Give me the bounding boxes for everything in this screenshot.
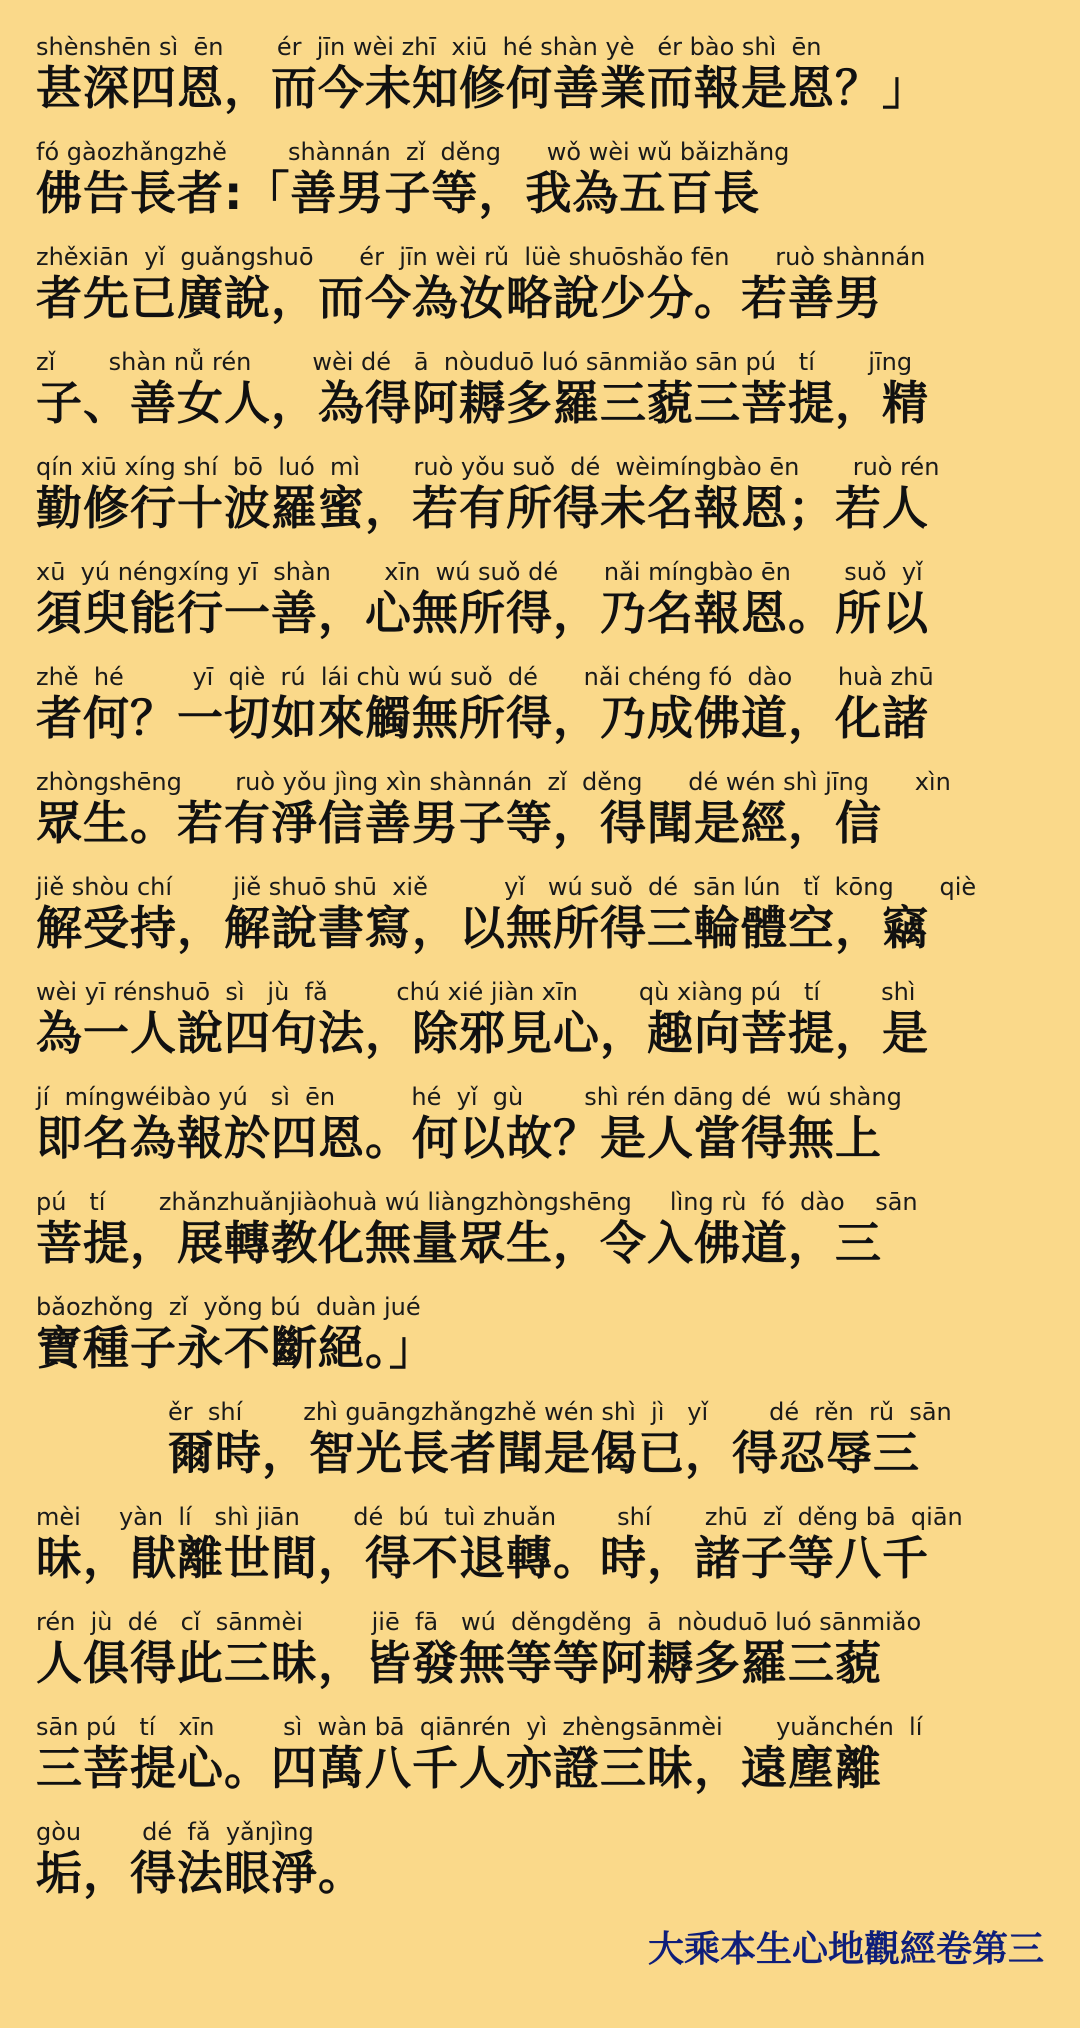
pinyin-text: zǐ shàn nǚ rén wèi dé ā nòuduō luó sānmiǎo sān pú tí jīng [36, 348, 913, 376]
chinese-text: 三菩提心。四萬八千人亦證三昧，遠塵離 [36, 1741, 882, 1795]
pinyin-text: zhěxiān yǐ guǎngshuō ér jīn wèi rǔ lüè shuōshǎo fēn ruò shànnán [36, 243, 926, 271]
source-title: 大乘本生心地觀經卷第三 [647, 1928, 1044, 1970]
chinese-text: 昧，猒離世間，得不退轉。時，諸子等八千 [36, 1531, 929, 1585]
chinese-text: 勤修行十波羅蜜，若有所得未名報恩；若人 [36, 481, 929, 535]
pinyin-text: jiě shòu chí jiě shuō shū xiě yǐ wú suǒ dé sān lún tǐ kōng qiè [36, 873, 977, 901]
pinyin-text: fó gàozhǎngzhě shànnán zǐ děng wǒ wèi wǔ bǎizhǎng [36, 138, 790, 166]
chinese-text: 人俱得此三昧，皆發無等等阿耨多羅三藐 [36, 1636, 882, 1690]
pinyin-text: zhě hé yī qiè rú lái chù wú suǒ dé nǎi chéng fó dào huà zhū [36, 663, 934, 691]
chinese-text: 解受持，解說書寫，以無所得三輪體空，竊 [36, 901, 929, 955]
pinyin-text: jí míngwéibào yú sì ēn hé yǐ gù shì rén dāng dé wú shàng [36, 1083, 902, 1111]
chinese-text: 須臾能行一善，心無所得，乃名報恩。所以 [36, 586, 929, 640]
pinyin-text: wèi yī rénshuō sì jù fǎ chú xié jiàn xīn qù xiàng pú tí shì [36, 978, 916, 1006]
chinese-text: 者先已廣說，而今為汝略說少分。若善男 [36, 271, 882, 325]
pinyin-text: pú tí zhǎnzhuǎnjiàohuà wú liàngzhòngshēng lìng rù fó dào sān [36, 1188, 918, 1216]
chinese-text: 垢，得法眼淨。 [36, 1846, 365, 1900]
chinese-text: 即名為報於四恩。何以故？是人當得無上 [36, 1111, 882, 1165]
chinese-text: 菩提，展轉教化無量眾生，令入佛道，三 [36, 1216, 882, 1270]
pinyin-text: rén jù dé cǐ sānmèi jiē fā wú děngděng ā nòuduō luó sānmiǎo [36, 1608, 922, 1636]
chinese-text: 爾時，智光長者聞是偈已，得忍辱三 [168, 1426, 920, 1480]
pinyin-text: sān pú tí xīn sì wàn bā qiānrén yì zhèngsānmèi yuǎnchén lí [36, 1713, 923, 1741]
pinyin-text: gòu dé fǎ yǎnjìng [36, 1818, 314, 1846]
chinese-text: 為一人說四句法，除邪見心，趣向菩提，是 [36, 1006, 929, 1060]
pinyin-text: mèi yàn lí shì jiān dé bú tuì zhuǎn shí zhū zǐ děng bā qiān [36, 1503, 963, 1531]
chinese-text: 眾生。若有淨信善男子等，得聞是經，信 [36, 796, 882, 850]
chinese-text: 者何？一切如來觸無所得，乃成佛道，化諸 [36, 691, 929, 745]
pinyin-text: qín xiū xíng shí bō luó mì ruò yǒu suǒ dé wèimíngbào ēn ruò rén [36, 453, 940, 481]
pinyin-text: zhòngshēng ruò yǒu jìng xìn shànnán zǐ děng dé wén shì jīng xìn [36, 768, 951, 796]
pinyin-text: shènshēn sì ēn ér jīn wèi zhī xiū hé shàn yè ér bào shì ēn [36, 33, 822, 61]
chinese-text: 子、善女人，為得阿耨多羅三藐三菩提，精 [36, 376, 929, 430]
pinyin-text: bǎozhǒng zǐ yǒng bú duàn jué [36, 1293, 421, 1321]
chinese-text: 甚深四恩，而今未知修何善業而報是恩？」 [36, 61, 929, 115]
chinese-text: 寶種子永不斷絕。」 [36, 1321, 436, 1375]
chinese-text: 佛告長者:「善男子等，我為五百長 [36, 166, 761, 220]
pinyin-text: ěr shí zhì guāngzhǎngzhě wén shì jì yǐ dé rěn rǔ sān [168, 1398, 952, 1426]
pinyin-text: xū yú néngxíng yī shàn xīn wú suǒ dé nǎi míngbào ēn suǒ yǐ [36, 558, 923, 586]
